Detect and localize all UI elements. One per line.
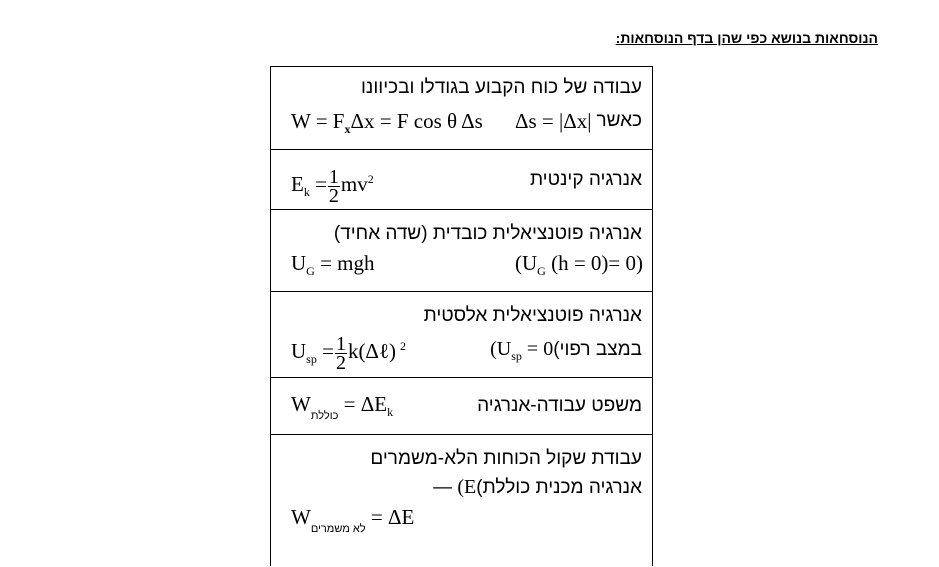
- displacement-x: Δx: [350, 109, 375, 133]
- formula-row-gravity: [271, 209, 652, 292]
- work-energy-title: משפט עבודה-אנרגיה: [477, 395, 642, 416]
- fraction-denominator: 2: [328, 184, 339, 207]
- nonconservative-work-symbol: W: [291, 505, 311, 529]
- elastic-formula: [291, 327, 406, 378]
- reference-open: (U: [515, 251, 538, 275]
- reference-subscript: G: [537, 264, 546, 278]
- work-condition-formula: Δs = |Δx|: [515, 109, 592, 133]
- fraction-numerator: 1: [328, 165, 339, 188]
- elastic-reference-text: במצב רפוי): [553, 339, 642, 360]
- elastic-equals: =: [322, 339, 334, 363]
- elastic-reference-math: [490, 338, 553, 367]
- length-squared: 2: [400, 339, 406, 353]
- kinetic-title: אנרגיה קינטית: [529, 169, 642, 190]
- formula-row-nonconservative: [271, 434, 652, 567]
- length-change: (Δℓ): [358, 339, 396, 363]
- kinetic-formula: [291, 160, 374, 211]
- gravity-formula: [291, 250, 375, 284]
- gravity-reference: [515, 250, 643, 284]
- elastic-subscript: sp: [306, 352, 317, 366]
- work-symbol: W: [291, 109, 311, 133]
- work-equals: =: [315, 109, 328, 133]
- page-heading: הנוסחאות בנושא כפי שהן בדף הנוסחאות:: [615, 30, 878, 46]
- nonconservative-formula: [291, 504, 414, 542]
- mass-velocity: mv: [340, 172, 368, 196]
- work-formula: [291, 108, 483, 142]
- nonconservative-subscript: לא משמרים: [310, 523, 366, 535]
- velocity-squared: 2: [367, 172, 374, 186]
- delta-e: = ΔE: [365, 505, 415, 529]
- spring-constant: k: [347, 339, 359, 363]
- energy-paren-symbol: (E: [457, 476, 477, 498]
- elastic-fraction-numerator: 1: [335, 332, 346, 355]
- formula-row-work: [271, 67, 652, 150]
- elastic-reference-subscript: sp: [511, 349, 522, 363]
- elastic-half-fraction: [335, 332, 347, 374]
- work-title: עבודה של כוח הקבוע בגודלו ובכיוונו: [361, 77, 642, 98]
- energy-symbol-paren: [457, 476, 476, 498]
- work-equals-2: =: [379, 109, 392, 133]
- elastic-reference-open: (U: [490, 338, 512, 360]
- work-condition-label: כאשר: [596, 110, 642, 131]
- formula-row-kinetic: [271, 149, 652, 210]
- kinetic-equals: =: [315, 172, 327, 196]
- elastic-reference-zero: = 0: [521, 338, 554, 360]
- formula-row-elastic: [271, 291, 652, 378]
- force-subscript: x: [344, 122, 351, 136]
- force-symbol: F: [332, 109, 345, 133]
- work-cos-expression: F cos θ Δs: [396, 109, 483, 133]
- mgh-expression: = mgh: [320, 251, 375, 275]
- elastic-fraction-denominator: 2: [335, 351, 346, 374]
- delta-ek-subscript: k: [387, 405, 394, 419]
- energy-subscript: k: [303, 185, 310, 199]
- potential-subscript: G: [306, 264, 315, 278]
- nonconservative-title: עבודת שקול הכוחות הלא-משמרים: [370, 448, 642, 469]
- potential-symbol: U: [291, 251, 307, 275]
- total-work-subscript: כוללת: [310, 410, 339, 422]
- gravity-title: אנרגיה פוטנציאלית כובדית (שדה אחיד): [333, 223, 642, 244]
- elastic-symbol: U: [291, 339, 307, 363]
- energy-symbol: E: [291, 172, 304, 196]
- formula-row-work-energy: [271, 377, 652, 435]
- reference-zero: (h = 0)= 0): [545, 251, 644, 275]
- half-fraction: [328, 165, 340, 207]
- subtitle-dash: —: [433, 477, 458, 498]
- work-energy-formula: [291, 391, 393, 429]
- delta-ek: = ΔE: [338, 392, 388, 416]
- nonconservative-subtitle: [433, 476, 642, 499]
- elastic-reference: [490, 338, 642, 367]
- formula-table: [270, 66, 653, 566]
- total-work-symbol: W: [291, 392, 311, 416]
- mechanical-energy-label: אנרגיה מכנית כוללת): [476, 477, 642, 498]
- elastic-title: אנרגיה פוטנציאלית אלסטית: [423, 305, 642, 326]
